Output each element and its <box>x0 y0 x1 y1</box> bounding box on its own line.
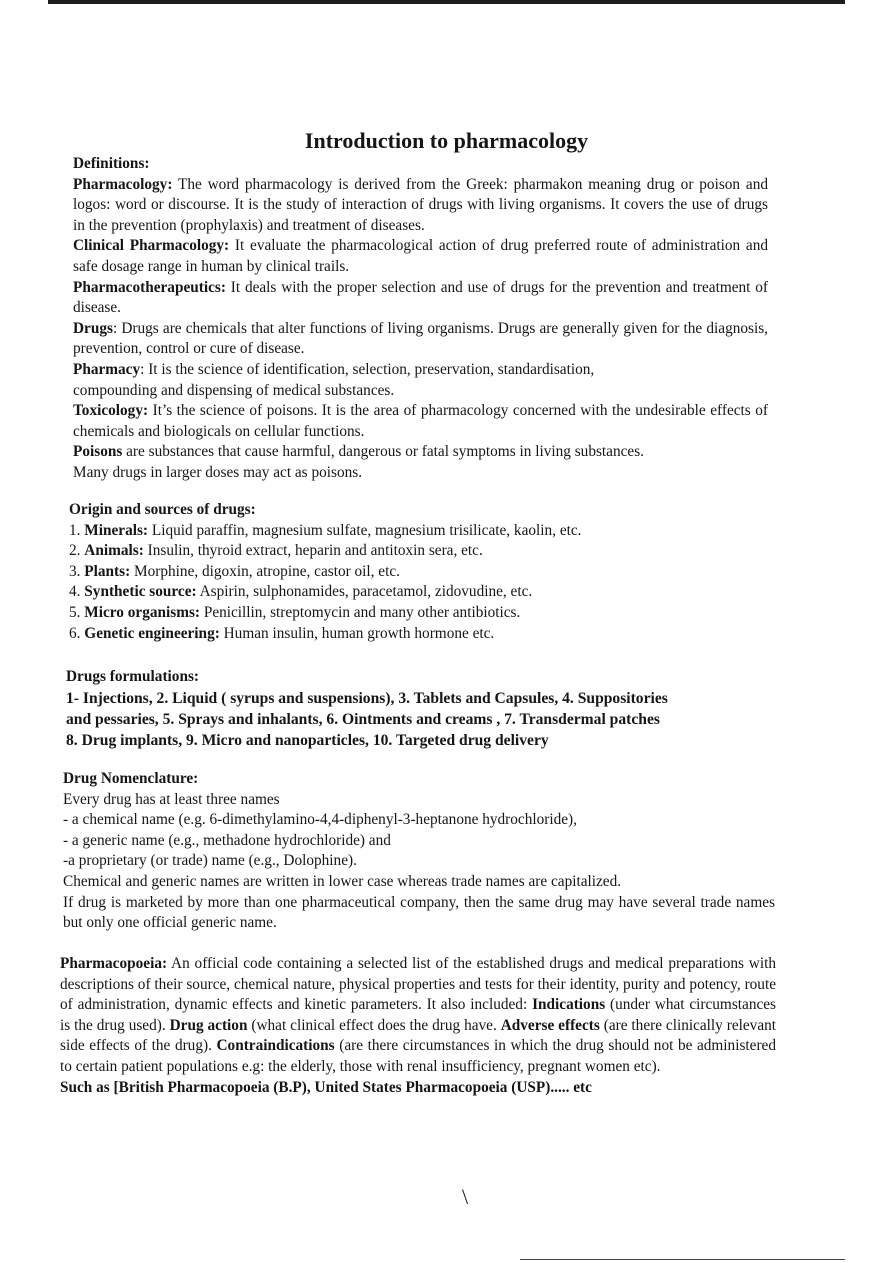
pharmacopoeia-examples: Such as [British Pharmacopoeia (B.P), United States Pharmacopoeia (USP)..... etc <box>60 1078 592 1096</box>
list-item: 1. Minerals: Liquid paraffin, magnesium sulfate, magnesium trisilicate, kaolin, etc. <box>69 521 582 539</box>
nomenclature-line: - a generic name (e.g., methadone hydrochloride) and <box>63 831 391 849</box>
term: Clinical Pharmacology: <box>73 237 230 255</box>
list-item: 3. Plants: Morphine, digoxin, atropine, castor oil, etc. <box>69 562 400 580</box>
scan-top-edge <box>48 0 845 4</box>
definition-drugs: Drugs: Drugs are chemicals that alter functions of living organisms. Drugs are generally given for the diagnosis, prevention, control or cure of disease. <box>73 319 768 358</box>
nomenclature-line: Every drug has at least three names <box>63 790 280 808</box>
definition-toxicology: Toxicology: It’s the science of poisons. It is the area of pharmacology concerned with the undesirable effects of chemicals and biologicals on cellular functions. <box>73 402 768 440</box>
definition-pharmacology: Pharmacology: The word pharmacology is derived from the Greek: pharmakon meaning drug or poison and logos: word or discourse. It is the study of interaction of drugs with living organisms. It covers the use of drugs in the prevention (prophylaxis) and treatment of diseases. <box>73 175 768 234</box>
nomenclature-line: Chemical and generic names are written in lower case whereas trade names are capitalized. <box>63 872 622 890</box>
formulations-line: 1- Injections, 2. Liquid ( syrups and suspensions), 3. Tablets and Capsules, 4. Suppositories <box>66 689 668 707</box>
definition-pharmacotherapeutics: Pharmacotherapeutics: It deals with the proper selection and use of drugs for the prevention and treatment of disease. <box>73 278 768 317</box>
term: Pharmacy <box>73 360 141 378</box>
formulations-heading: Drugs formulations: <box>66 668 199 685</box>
origin-heading: Origin and sources of drugs: <box>69 501 256 518</box>
definitions-section <box>73 154 768 484</box>
list-item: 4. Synthetic source: Aspirin, sulphonamides, paracetamol, zidovudine, etc. <box>69 583 533 601</box>
term: Toxicology: <box>73 402 149 420</box>
term: Drugs <box>73 319 113 337</box>
formulations-section <box>66 667 776 751</box>
nomenclature-paragraph: If drug is marketed by more than one pharmaceutical company, then the same drug may have several trade names but only one official generic name. <box>63 893 775 932</box>
definition-pharmacy: Pharmacy: It is the science of identification, selection, preservation, standardisation, compounding and dispensing of medical substances. <box>73 360 595 399</box>
list-item: 6. Genetic engineering: Human insulin, human growth hormone etc. <box>69 624 495 642</box>
term: Pharmacology: <box>73 175 173 193</box>
origin-section <box>69 500 769 644</box>
pharmacopoeia-paragraph: Pharmacopoeia: An official code containing a selected list of the established drugs and medical preparations with descriptions of their source, chemical nature, physical properties and tests for their identity, purity and potency, route of administration, dynamic effects and kinetic parameters. It also included: Indications (under what circumstances is the drug used). Drug action (what clinical effect does the drug have. Adverse effects (are there clinically relevant side effects of the drug). Contraindications (are there circumstances in which the drug should not be administered to certain patient populations e.g: the elderly, those with renal insufficiency, pregnant women etc). <box>60 955 777 1075</box>
formulations-line: and pessaries, 5. Sprays and inhalants, 6. Ointments and creams , 7. Transdermal patches <box>66 710 660 728</box>
page-title: Introduction to pharmacology <box>304 128 589 153</box>
definition-poisons: Poisons are substances that cause harmful, dangerous or fatal symptoms in living substances. Many drugs in larger doses may act as poisons. <box>73 443 644 481</box>
nomenclature-line: -a proprietary (or trade) name (e.g., Dolophine). <box>63 852 357 870</box>
list-item: 2. Animals: Insulin, thyroid extract, heparin and antitoxin sera, etc. <box>69 542 483 560</box>
term: Pharmacotherapeutics: <box>73 278 226 296</box>
scan-bottom-edge <box>520 1259 845 1260</box>
pharmacopoeia-section <box>60 954 776 1098</box>
formulations-line: 8. Drug implants, 9. Micro and nanoparticles, 10. Targeted drug delivery <box>66 731 549 749</box>
list-item: 5. Micro organisms: Penicillin, streptomycin and many other antibiotics. <box>69 603 521 621</box>
nomenclature-line: - a chemical name (e.g. 6-dimethylamino-4,4-diphenyl-3-heptanone hydrochloride), <box>63 811 577 829</box>
term: Pharmacopoeia: <box>60 955 168 972</box>
definition-clinical-pharmacology: Clinical Pharmacology: It evaluate the pharmacological action of drug preferred route of administration and safe dosage range in human by clinical trails. <box>73 237 768 275</box>
nomenclature-heading: Drug Nomenclature: <box>63 770 199 787</box>
page-number: \ <box>462 1184 469 1209</box>
term: Poisons <box>73 443 123 461</box>
definitions-heading: Definitions: <box>73 155 150 172</box>
nomenclature-section <box>63 769 775 934</box>
